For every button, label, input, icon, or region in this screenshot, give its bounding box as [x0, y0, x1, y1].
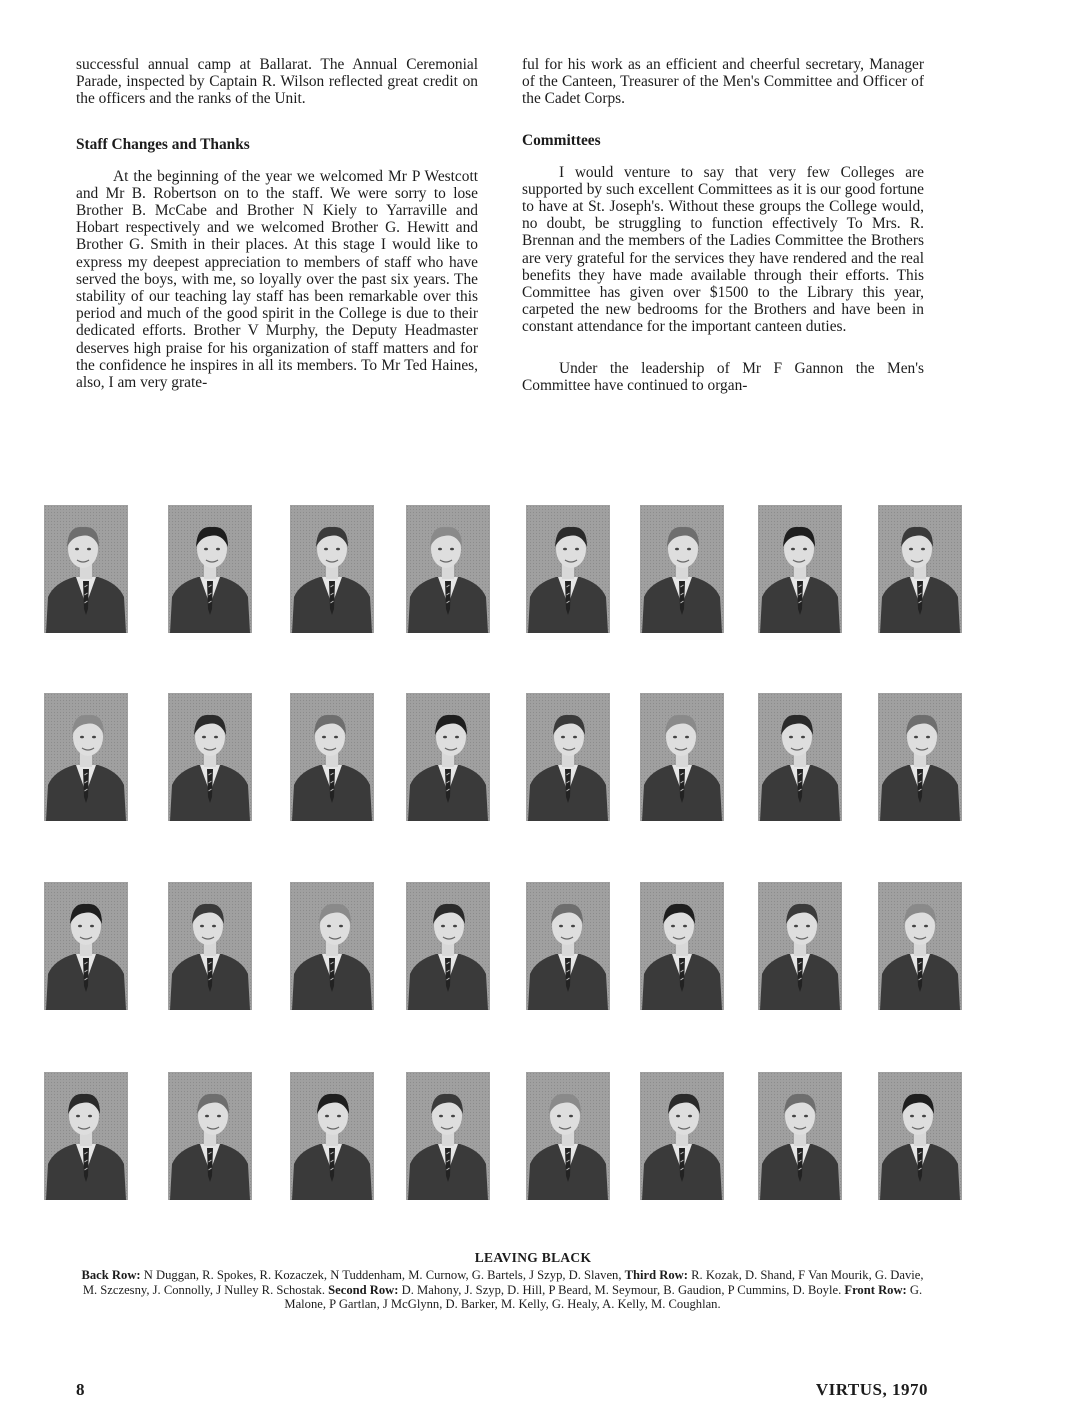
right-column — [522, 56, 924, 394]
left-paragraph-1: successful annual camp at Ballarat. The Annual Ceremonial Parade, inspected by Captain R. Wilson reflected great credit on the officers and the ranks of the Unit. — [76, 56, 478, 108]
student-portrait — [640, 882, 724, 1010]
second-row-names: D. Mahony, J. Szyp, D. Hill, P Beard, M. Seymour, B. Gaudion, P Cummins, D. Boyle. — [401, 1282, 842, 1297]
student-portrait — [640, 693, 724, 821]
staff-changes-heading: Staff Changes and Thanks — [76, 135, 250, 153]
student-portrait — [526, 882, 610, 1010]
student-portrait — [878, 505, 962, 633]
student-portrait — [44, 882, 128, 1010]
student-portrait — [406, 1072, 490, 1200]
third-row-label: Third Row: — [624, 1268, 688, 1282]
student-portrait — [406, 882, 490, 1010]
left-column — [76, 56, 478, 391]
student-portrait — [878, 882, 962, 1010]
student-portrait — [878, 693, 962, 821]
student-portrait — [526, 1072, 610, 1200]
student-portrait — [290, 505, 374, 633]
publication-title: VIRTUS, 1970 — [815, 1380, 928, 1399]
third-row-names: R. Kozak, D. Shand, F Van Mourik, G. Davie, M. Szczesny, J. Connolly, J Nulley R. Schostak. — [82, 1268, 924, 1297]
student-portrait — [758, 882, 842, 1010]
student-portrait — [640, 1072, 724, 1200]
photo-caption — [76, 1268, 929, 1312]
student-portrait — [526, 693, 610, 821]
second-row-label: Second Row: — [328, 1282, 399, 1297]
student-photo-grid — [44, 505, 966, 1205]
left-paragraph-2: At the beginning of the year we welcomed Mr P Westcott and Mr B. Robertson on to the staff. We were sorry to lose Brother B. McCabe and Brother N Kiely to Yarraville and Hobart respectively and we welcomed Brother G. Hewitt and Brother G. Smith in their places. At this stage I would like to express my deepest appreciation to members of staff who have served the boys, with me, so loyally over the past six years. The stability of our teaching lay staff has been remarkable over this period and much of the good spirit in the College is due to their dedicated efforts. Brother V Murphy, the Deputy Headmaster deserves high praise for his organization of staff matters and for the confidence he inspires in all its members. To Mr Ted Haines, also, I am very grate- — [76, 167, 478, 392]
student-portrait — [526, 505, 610, 633]
student-portrait — [758, 505, 842, 633]
student-portrait — [44, 1072, 128, 1200]
student-portrait — [406, 693, 490, 821]
front-row-label: Front Row: — [844, 1282, 907, 1297]
student-portrait — [290, 693, 374, 821]
student-portrait — [44, 505, 128, 633]
right-paragraph-2: I would venture to say that very few Colleges are supported by such excellent Committees as it is our good fortune to have at St. Joseph's. Without these groups the College would, no doubt, be struggling to function effectively To Mrs. R. Brennan and the members of the Ladies Committee the Brothers are very grateful for the services they have rendered and the real benefits they have made available through their efforts. This Committee has given over $1500 to the Library this year, carpeted the new bedrooms for the Brothers and have been in constant attendance for the important canteen duties. — [522, 163, 924, 336]
student-portrait — [168, 1072, 252, 1200]
student-portrait — [168, 882, 252, 1010]
student-portrait — [406, 505, 490, 633]
student-portrait — [758, 1072, 842, 1200]
student-portrait — [168, 693, 252, 821]
right-paragraph-1: ful for his work as an efficient and cheerful secretary, Manager of the Canteen, Treasurer of the Men's Committee and Officer of the Cadet Corps. — [522, 56, 924, 108]
student-portrait — [758, 693, 842, 821]
student-portrait — [290, 882, 374, 1010]
caption-title: LEAVING BLACK — [474, 1250, 592, 1265]
student-portrait — [44, 693, 128, 821]
front-row-names: G. Malone, P Gartlan, J McGlynn, D. Barker, M. Kelly, G. Healy, A. Kelly, M. Coughlan. — [284, 1282, 923, 1312]
page-number: 8 — [76, 1380, 85, 1399]
committees-heading: Committees — [522, 131, 601, 149]
student-portrait — [878, 1072, 962, 1200]
student-portrait — [168, 505, 252, 633]
right-paragraph-3: Under the leadership of Mr F Gannon the Men's Committee have continued to organ- — [522, 359, 924, 394]
back-row-label: Back Row: — [81, 1268, 141, 1282]
student-portrait — [290, 1072, 374, 1200]
back-row-names: N Duggan, R. Spokes, R. Kozaczek, N Tuddenham, M. Curnow, G. Bartels, J Szyp, D. Slaven, — [143, 1268, 622, 1282]
student-portrait — [640, 505, 724, 633]
